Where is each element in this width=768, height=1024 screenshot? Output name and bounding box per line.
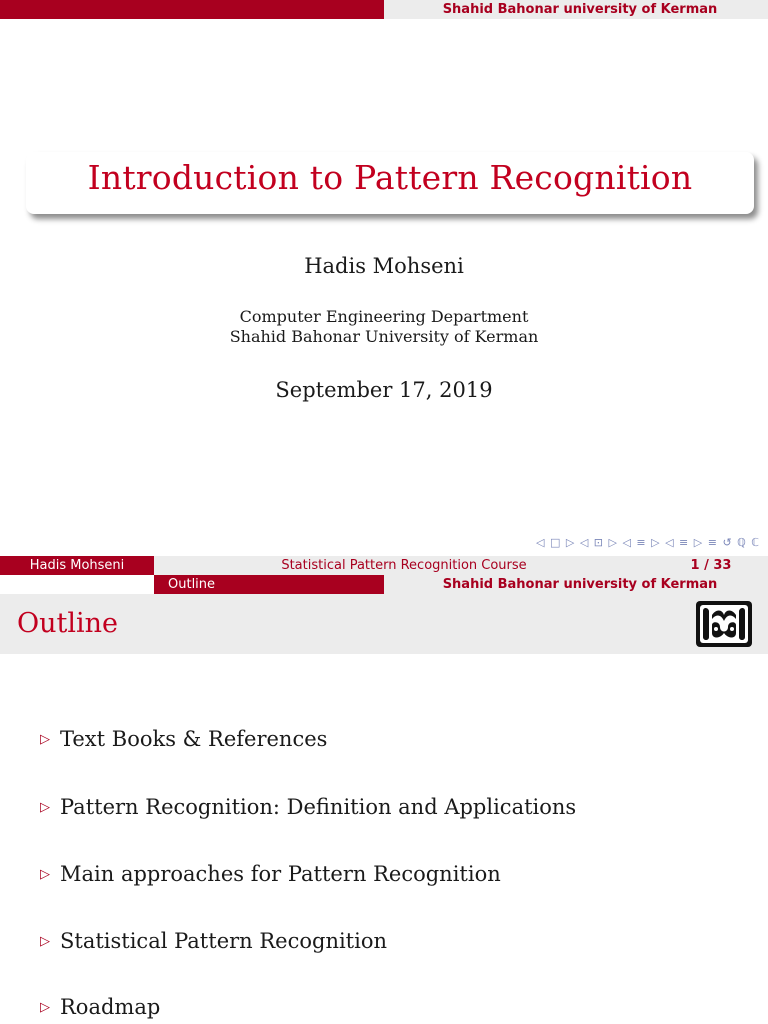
- frame-title: Outline: [17, 608, 119, 639]
- header-section[interactable]: Outline: [154, 575, 384, 594]
- university: Shahid Bahonar University of Kerman: [229, 327, 539, 346]
- presentation-date: September 17, 2019: [275, 378, 493, 402]
- list-item: [40, 862, 501, 886]
- list-item: [40, 995, 160, 1019]
- department: Computer Engineering Department: [239, 307, 529, 326]
- beamer-navigation-icons[interactable]: ◁ □ ▷ ◁ ⊡ ▷ ◁ ≡ ▷ ◁ ≡ ▷ ≡ ↺ ℚ ℂ: [536, 536, 760, 549]
- university-logo-icon: [694, 599, 754, 649]
- presentation-title: Introduction to Pattern Recognition: [87, 158, 693, 197]
- author-name: Hadis Mohseni: [304, 254, 464, 278]
- triangle-bullet-icon: ▷: [40, 731, 50, 747]
- triangle-bullet-icon: ▷: [40, 933, 50, 949]
- outline-header-bar: [0, 575, 768, 594]
- list-item: [40, 795, 576, 819]
- list-item-label: Text Books & References: [60, 727, 328, 751]
- list-item: [40, 727, 327, 751]
- top-header-bar: [0, 0, 768, 19]
- footer-page-number: 1 / 33: [654, 556, 768, 575]
- footer-course: Statistical Pattern Recognition Course: [154, 556, 654, 575]
- footer-bar: [0, 556, 768, 575]
- triangle-bullet-icon: ▷: [40, 999, 50, 1015]
- outline-slide: [0, 575, 768, 1024]
- header-red-block: [0, 0, 384, 19]
- header-university: Shahid Bahonar university of Kerman: [384, 0, 768, 19]
- header-blank: [0, 575, 154, 594]
- list-item-label: Main approaches for Pattern Recognition: [60, 862, 501, 886]
- header-university: Shahid Bahonar university of Kerman: [384, 575, 768, 594]
- triangle-bullet-icon: ▷: [40, 866, 50, 882]
- list-item-label: Pattern Recognition: Definition and Applications: [60, 795, 577, 819]
- list-item-label: Roadmap: [60, 995, 161, 1019]
- list-item-label: Statistical Pattern Recognition: [60, 929, 388, 953]
- triangle-bullet-icon: ▷: [40, 799, 50, 815]
- title-box: [26, 152, 754, 214]
- footer-author: Hadis Mohseni: [0, 556, 154, 575]
- list-item: [40, 929, 387, 953]
- frame-title-bar: [0, 594, 768, 654]
